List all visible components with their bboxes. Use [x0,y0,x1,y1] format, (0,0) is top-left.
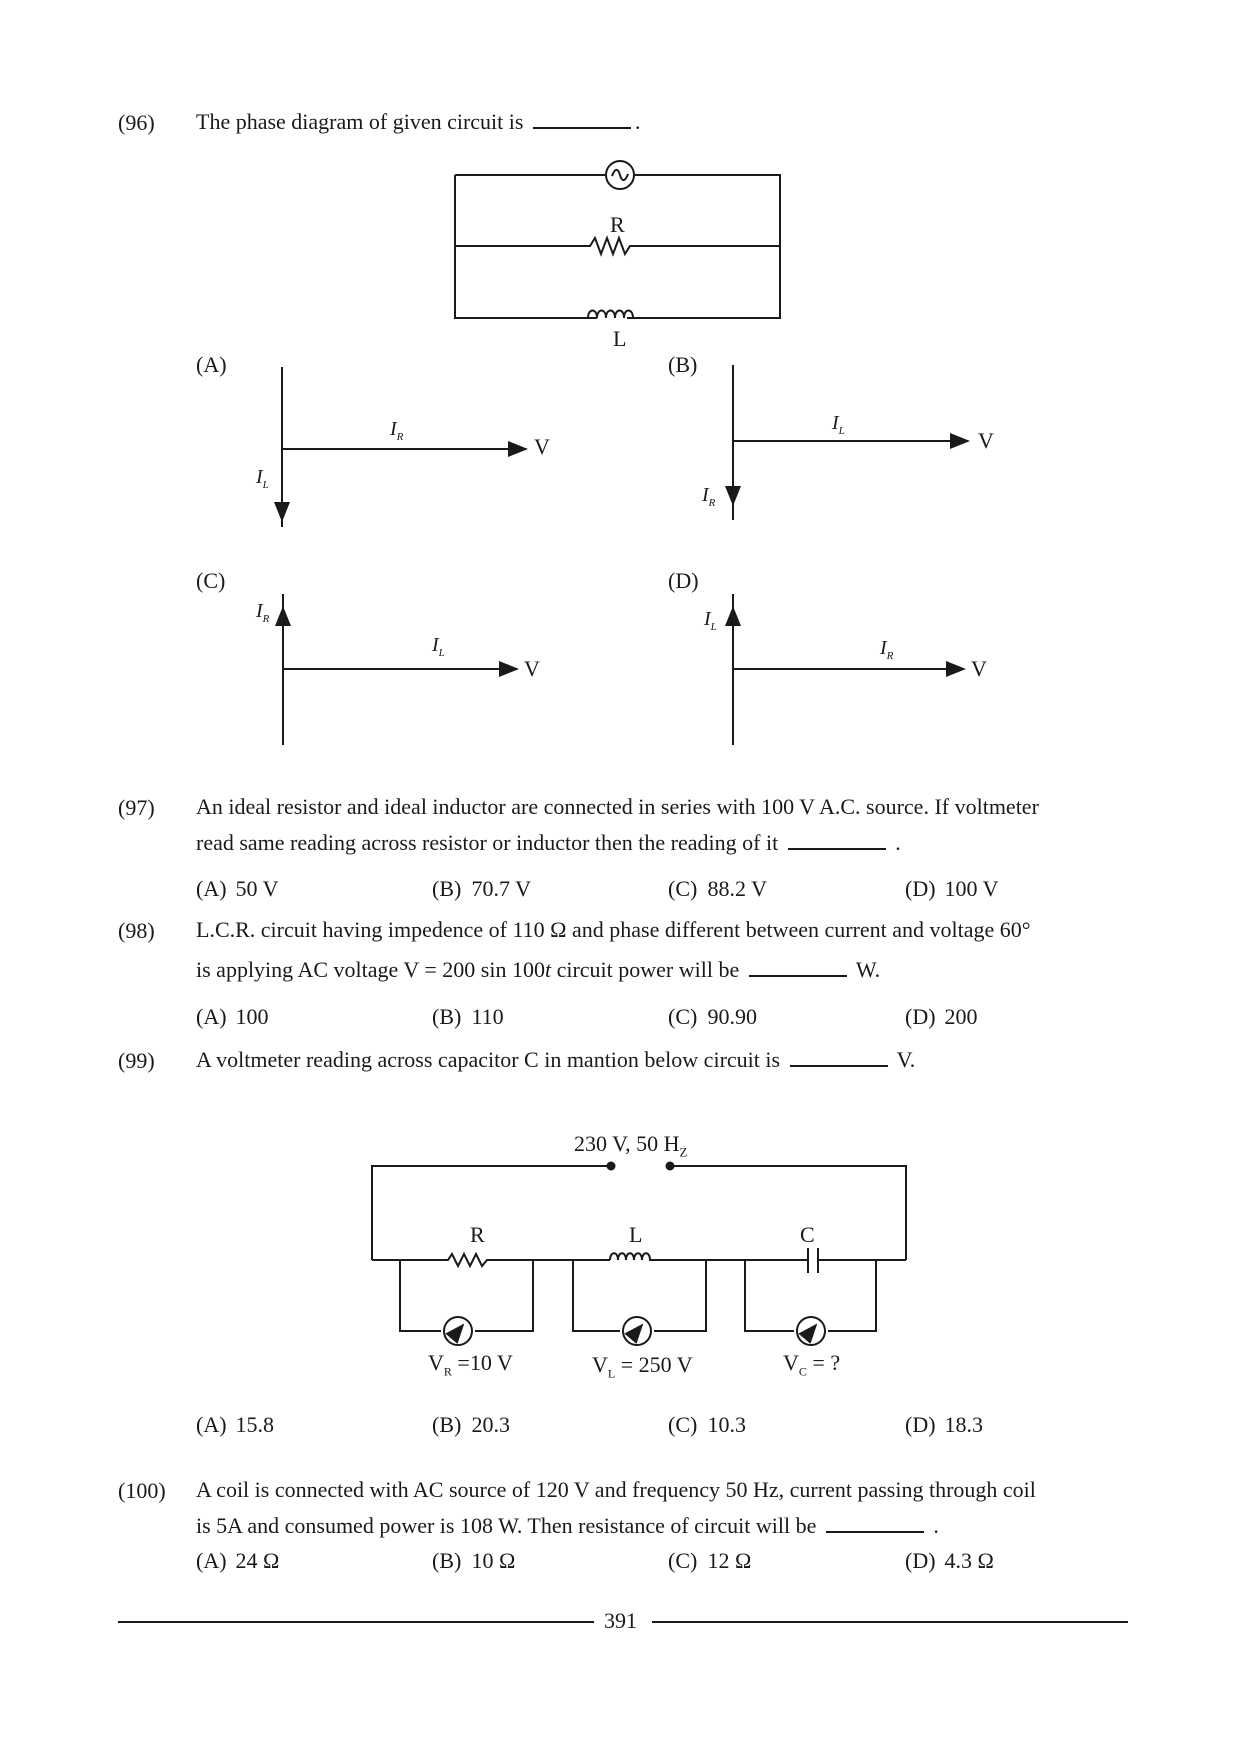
q99-number: (99) [118,1048,155,1073]
q96-resistor-label: R [610,212,625,237]
q99-capacitor-label: C [800,1222,815,1247]
footer-rule-left [118,1621,594,1623]
q97-option-a[interactable]: (A) 50 V [196,876,279,901]
q96-d-axis-label: V [971,656,987,681]
q98-option-a[interactable]: (A) 100 [196,1004,269,1029]
q100-option-b[interactable]: (B) 10 Ω [432,1548,516,1573]
q96-number: (96) [118,110,155,135]
q99-resistor-label: R [470,1222,485,1247]
q96-option-b-label: (B) [668,352,698,377]
q99-vr-label: $V_R =10$ V [428,1350,513,1379]
q96-option-d-diagram [733,594,964,745]
q98-option-b[interactable]: (B) 110 [432,1004,504,1029]
q96-option-a-diagram [282,367,526,527]
q99-vc-label: $V_C$ = ? [783,1350,841,1379]
q96-option-b-diagram [733,365,968,520]
q97-text: An ideal resistor and ideal inductor are connected in series with 100 V A.C. source. If voltmeter read same reading across resistor or inductor then the reading of it . [196,794,1039,855]
q97-option-c[interactable]: (C) 88.2 V [668,876,767,901]
q96-option-c-diagram [283,594,517,745]
q99-option-a[interactable]: (A) 15.8 [196,1412,274,1437]
q99-inductor-label: L [629,1222,643,1247]
q97-number: (97) [118,795,155,820]
q98-number: (98) [118,918,155,943]
q96-b-horizontal-label: $I_L$ [832,412,845,437]
q96-circuit [455,161,780,318]
q100-number: (100) [118,1478,166,1503]
q96-option-d-label: (D) [668,568,699,593]
q96-d-horizontal-label: $I_R$ [880,637,894,662]
q97-option-d[interactable]: (D) 100 V [905,876,999,901]
q99-option-c[interactable]: (C) 10.3 [668,1412,746,1437]
q100-text: A coil is connected with AC source of 120 V and frequency 50 Hz, current passing through coil is 5A and consumed power is 108 W. Then resistance of circuit will be . [196,1477,1036,1538]
footer-rule-right [652,1621,1128,1623]
inductor-coil [588,311,645,319]
q99-text: A voltmeter reading across capacitor C in mantion below circuit is V. [196,1047,916,1072]
q96-a-vertical-label: $I_L$ [256,466,269,491]
q96-b-vertical-label: $I_R$ [702,484,716,509]
q100-option-c[interactable]: (C) 12 Ω [668,1548,752,1573]
q100-option-a[interactable]: (A) 24 Ω [196,1548,280,1573]
q99-source-label: 230 V, 50 $H_Z$ [574,1131,688,1160]
q98-option-d[interactable]: (D) 200 [905,1004,978,1029]
q96-b-axis-label: V [978,428,994,453]
q96-option-c-label: (C) [196,568,226,593]
q99-option-b[interactable]: (B) 20.3 [432,1412,510,1437]
q96-option-a-label: (A) [196,352,227,377]
q98-option-c[interactable]: (C) 90.90 [668,1004,757,1029]
q96-c-horizontal-label: $I_L$ [432,634,445,659]
q96-a-horizontal-label: $I_R$ [390,418,404,443]
q98-text: L.C.R. circuit having impedence of 110 Ω and phase different between current and voltage 60° is applying AC voltage V = 200 sin 100t circuit power will be W. [196,917,1031,982]
q99-circuit [372,1163,906,1346]
q96-a-axis-label: V [534,434,550,459]
page-number: 391 [604,1608,637,1633]
q99-vl-label: $V_L = 250$ V [592,1352,693,1381]
q96-c-axis-label: V [524,656,540,681]
q96-d-vertical-label: $I_L$ [704,608,717,633]
q96-text: The phase diagram of given circuit is . [196,109,641,134]
q96-c-vertical-label: $I_R$ [256,600,270,625]
q99-option-d[interactable]: (D) 18.3 [905,1412,983,1437]
q96-inductor-label: L [613,326,627,351]
q100-option-d[interactable]: (D) 4.3 Ω [905,1548,994,1573]
q97-option-b[interactable]: (B) 70.7 V [432,876,531,901]
